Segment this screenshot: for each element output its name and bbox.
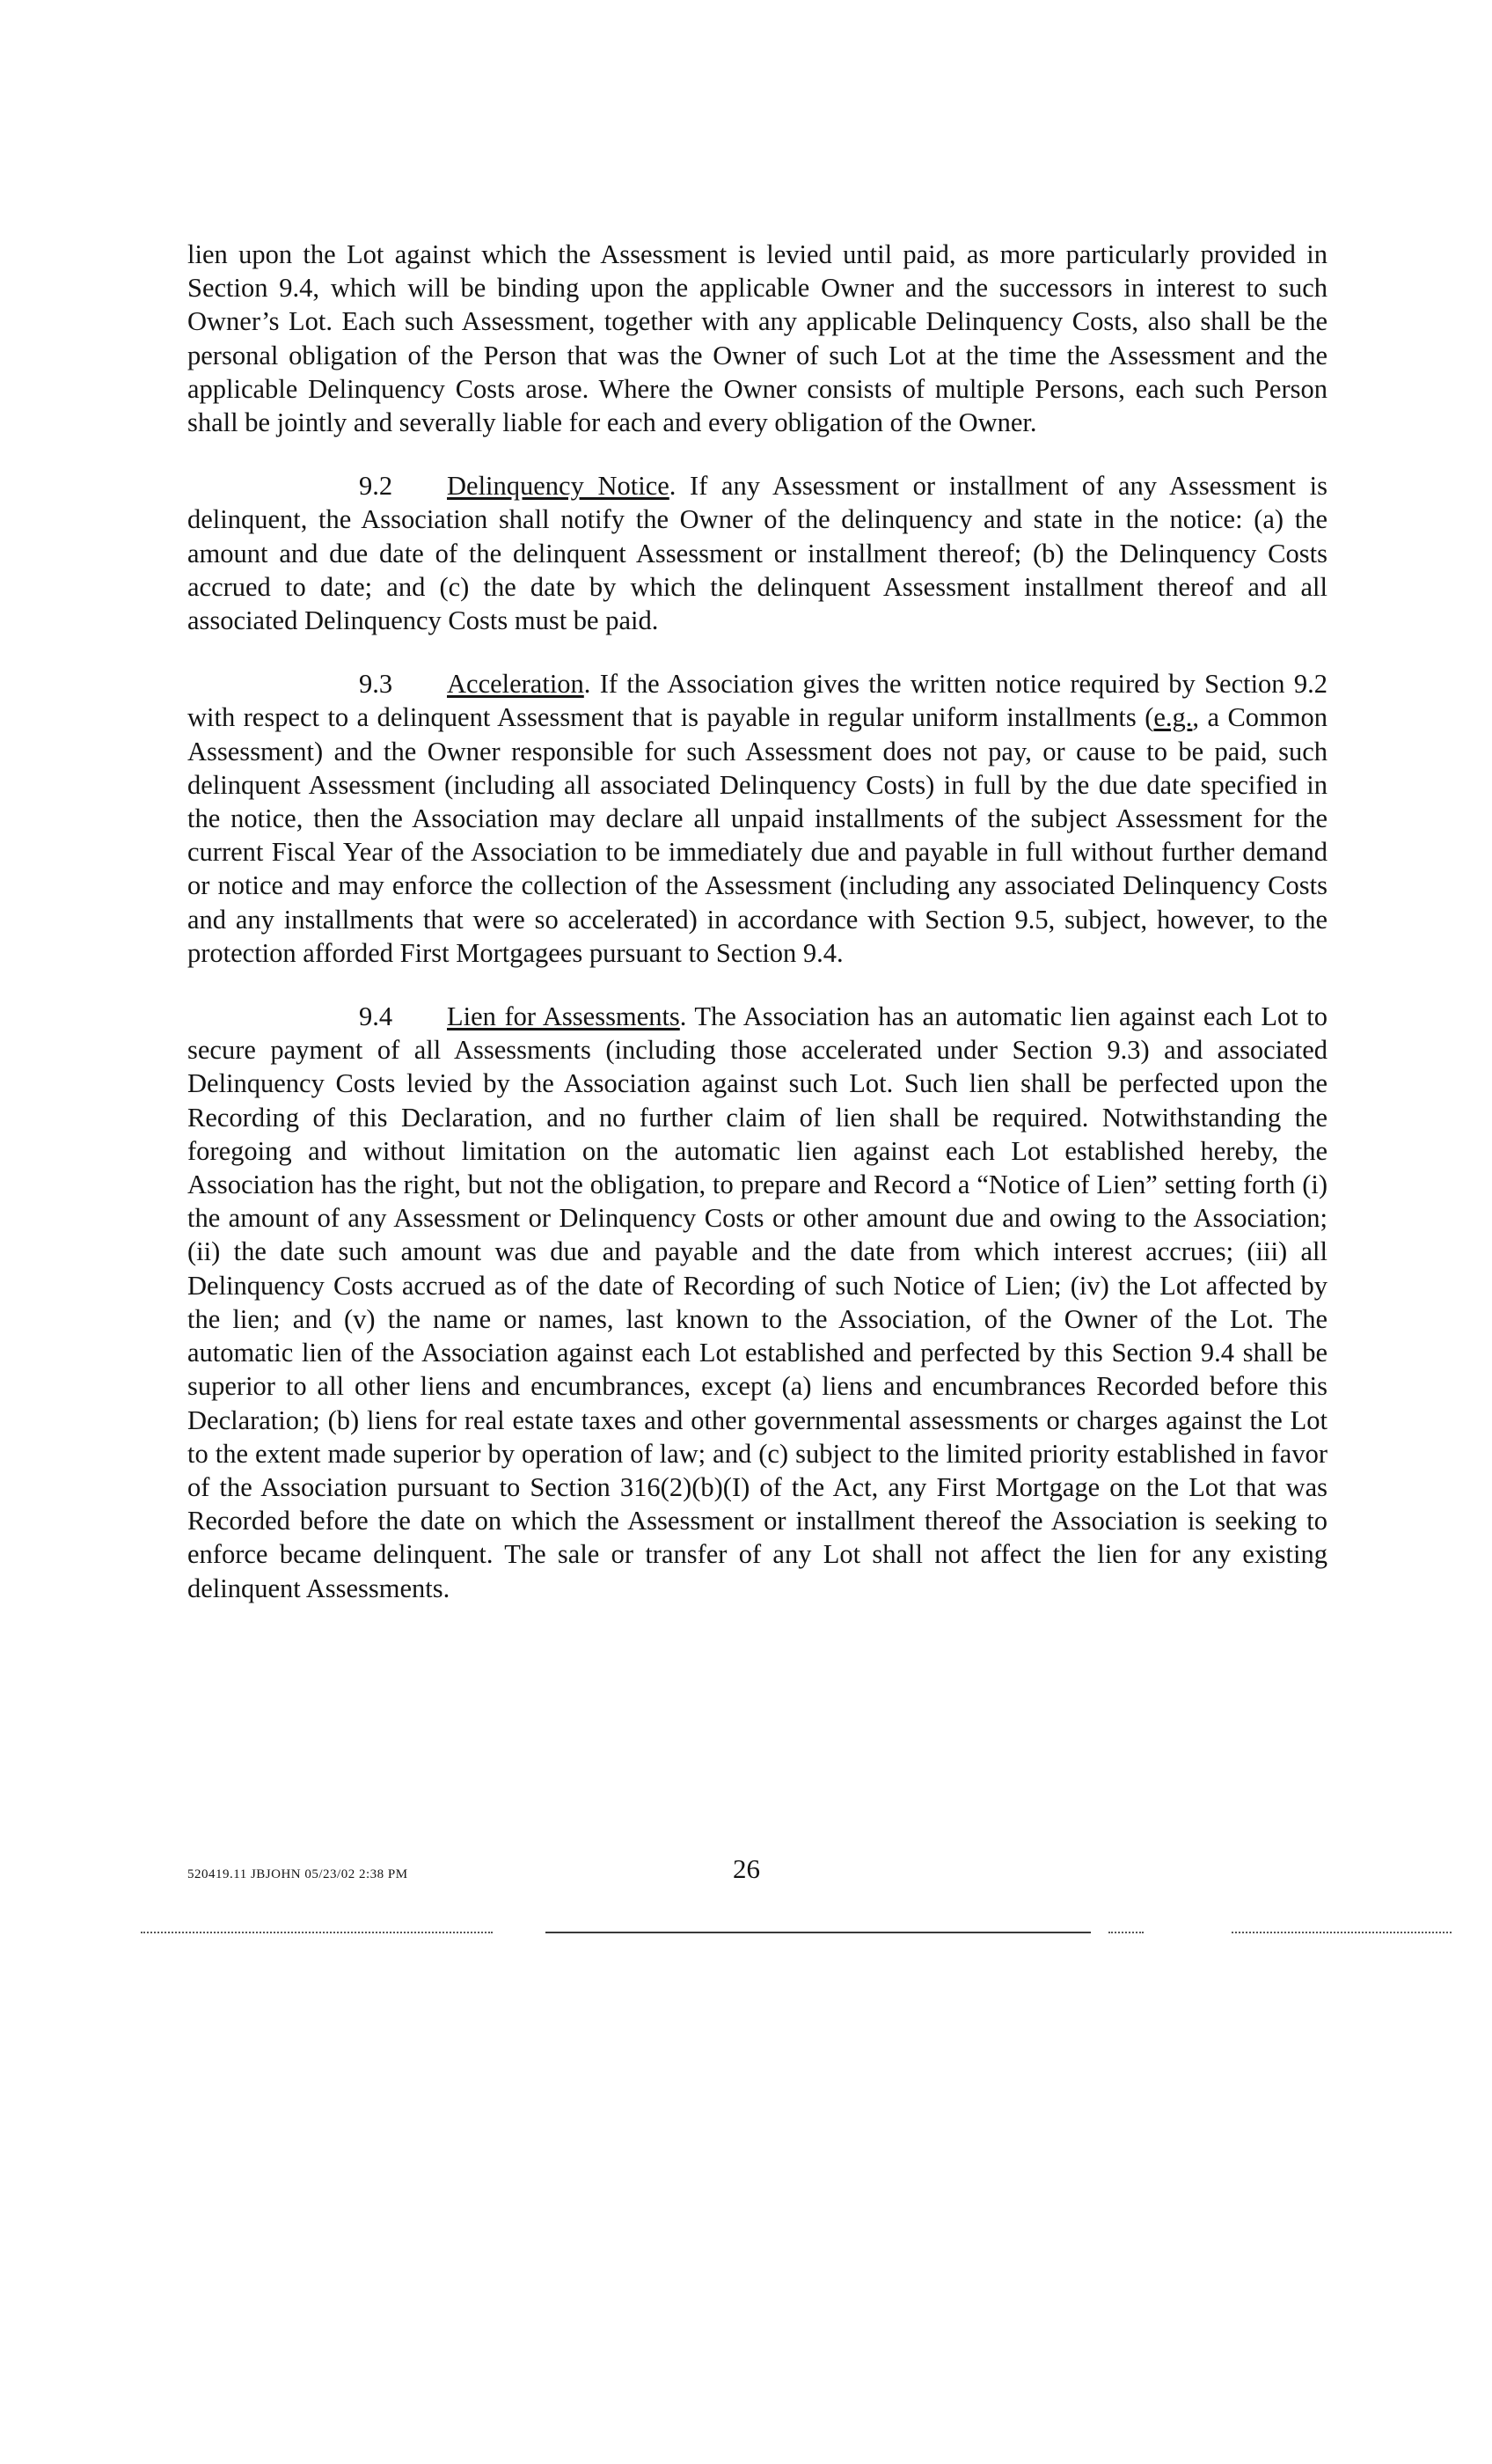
section-text-continued: , a Common Assessment) and the Owner responsible for such Assessment does not pay, or cause to be paid, such delinquent Assessment (including all associated Delinquency Costs) in full by the due date specified in the notice, then the Association may declare all unpaid installments of the subject Assessment for the current Fiscal Year of the Association to be immediately due and payable in full without further demand or notice and may enforce the collection of the Assessment (including any associated Delinquency Costs and any installments that were so accelerated) in accordance with Section 9.5, subject, however, to the protection afforded First Mortgagees pursuant to Section 9.4. bbox=[187, 702, 1327, 968]
section-number: 9.3 bbox=[359, 669, 393, 700]
section-9-2-paragraph bbox=[187, 469, 1327, 637]
section-9-3-paragraph bbox=[187, 667, 1327, 970]
eg-abbreviation: e.g. bbox=[1153, 702, 1193, 733]
page-number: 26 bbox=[733, 1853, 760, 1884]
footer-rule-center bbox=[545, 1932, 1091, 1933]
section-number: 9.2 bbox=[359, 471, 393, 502]
section-heading: Lien for Assessments bbox=[447, 1001, 680, 1032]
footer-rule-left bbox=[141, 1932, 493, 1933]
section-text: . If the Association gives the written notice required by Section 9.2 with respect to a delinquent Assessment that is payable in regular uniform installments ( bbox=[187, 669, 1327, 733]
footer-rule-center-tail bbox=[1108, 1932, 1144, 1933]
section-9-4-paragraph bbox=[187, 1000, 1327, 1605]
section-text: . If any Assessment or installment of any Assessment is delinquent, the Association shall notify the Owner of the delinquency and state in the notice: (a) the amount and due date of the delinquent Assessment or installment thereof; (b) the Delinquency Costs accrued to date; and (c) the date by which the delinquent Assessment installment thereof and all associated Delinquency Costs must be paid. bbox=[187, 471, 1327, 636]
section-number: 9.4 bbox=[359, 1001, 393, 1032]
footer-document-id: 520419.11 JBJOHN 05/23/02 2:38 PM bbox=[187, 1867, 408, 1881]
continuation-paragraph: lien upon the Lot against which the Assessment is levied until paid, as more particularly provided in Section 9.4, which will be binding upon the applicable Owner and the successors in interest to such Owner’s Lot. Each such Assessment, together with any applicable Delinquency Costs, also shall be the personal obligation of the Person that was the Owner of such Lot at the time the Assessment and the applicable Delinquency Costs arose. Where the Owner consists of multiple Persons, each such Person shall be jointly and severally liable for each and every obligation of the Owner. bbox=[187, 239, 1327, 438]
footer-rule-right bbox=[1232, 1932, 1452, 1933]
section-text: . The Association has an automatic lien against each Lot to secure payment of all Assessments (including those accelerated under Section 9.3) and associated Delinquency Costs levied by the Association against such Lot. Such lien shall be perfected upon the Recording of this Declaration, and no further claim of lien shall be required. Notwithstanding the foregoing and without limitation on the automatic lien against each Lot established hereby, the Association has the right, but not the obligation, to prepare and Record a “Notice of Lien” setting forth (i) the amount of any Assessment or Delinquency Costs or other amount due and owing to the Association; (ii) the date such amount was due and payable and the date from which interest accrues; (iii) all Delinquency Costs accrued as of the date of Recording of such Notice of Lien; (iv) the Lot affected by the lien; and (v) the name or names, last known to the Association, of the Owner of the Lot. The automatic lien of the Association against each Lot established and perfected by this Section 9.4 shall be superior to all other liens and encumbrances, except (a) liens and encumbrances Recorded before this Declaration; (b) liens for real estate taxes and other governmental assessments or charges against the Lot to the extent made superior by operation of law; and (c) subject to the limited priority established in favor of the Association pursuant to Section 316(2)(b)(I) of the Act, any First Mortgage on the Lot that was Recorded before the date on which the Assessment or installment thereof the Association is seeking to enforce became delinquent. The sale or transfer of any Lot shall not affect the lien for any existing delinquent Assessments. bbox=[187, 1001, 1327, 1603]
section-heading: Delinquency Notice bbox=[447, 471, 669, 502]
document-body bbox=[187, 238, 1327, 1635]
section-heading: Acceleration bbox=[447, 669, 584, 700]
